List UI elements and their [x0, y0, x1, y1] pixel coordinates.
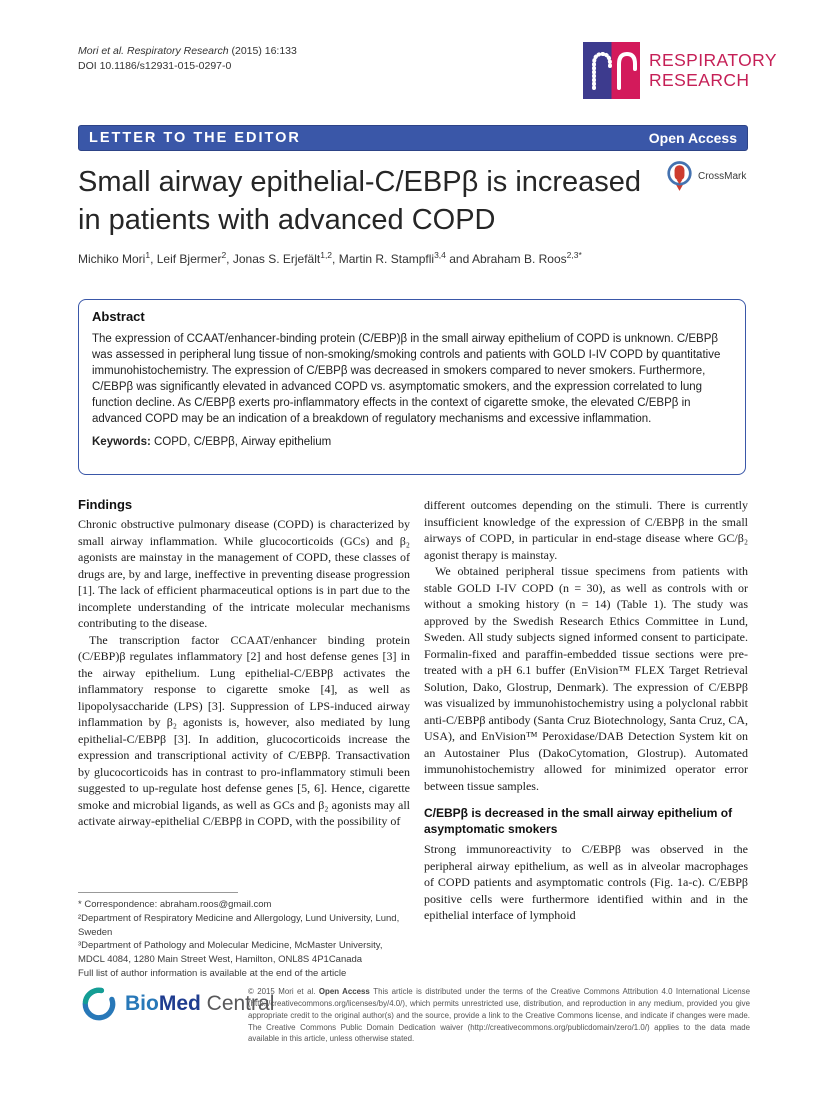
abstract-body: The expression of CCAAT/enhancer-binding protein (C/EBP)β in the small airway epithelium of COPD is unknown. C/EBPβ was assessed in peripheral lung tissue of non-smoking/smoking controls and patients with GOLD I-IV COPD by quantitative immunohistochemistry. The expression of C/EBPβ was decreased in smokers compared to never smokers. Furthermore, C/EBPβ was significantly elevated in advanced COPD vs. asymptomatic smokers, and the expression correlated to lung function decline. As C/EBPβ exerts pro-inflammatory effects in the context of cigarette smoke, the elevated C/EBPβ in advanced COPD may be an indication of a breakdown of regulatory mechanisms and excessive inflammation.: [92, 333, 721, 425]
citation-journal: Mori et al. Respiratory Research: [78, 45, 229, 57]
findings-paragraph-1: Chronic obstructive pulmonary disease (COPD) is characterized by small airway inflammation. While glucocorticoids (GCs) and β₂ agonists are mainstay in the management of COPD, these classes of drugs are, by and large, ineffective in preventing disease progression [1]. The lack of efficient pharmaceutical options is in part due to the incomplete understanding of the intricate molecular mechanisms contributing to the disease.: [78, 517, 410, 631]
author-info-note: Full list of author information is available at the end of the article: [78, 967, 347, 979]
correspondence-note: * Correspondence: abraham.roos@gmail.com: [78, 899, 272, 910]
open-access-label: Open Access: [648, 130, 737, 146]
journal-name: [649, 51, 777, 90]
biomed-central-logo: [80, 985, 274, 1023]
findings-heading: Findings: [78, 497, 133, 512]
citation-volume: (2015) 16:133: [228, 45, 297, 57]
crossmark-badge[interactable]: [666, 160, 746, 192]
author: Abraham B. Roos: [471, 252, 567, 266]
author-separator: ,: [226, 252, 233, 266]
bmc-bio-text: Bio: [125, 992, 159, 1015]
bmc-central-text: Central: [200, 992, 275, 1015]
author-affiliation-sup: 1,2: [320, 250, 333, 260]
author-list: [78, 250, 738, 266]
bmc-med-text: Med: [158, 992, 201, 1015]
keywords-label: Keywords:: [92, 436, 151, 448]
footnote-divider: [78, 892, 238, 893]
author-separator: ,: [150, 252, 157, 266]
author-separator: and: [445, 252, 472, 266]
methods-paragraph: We obtained peripheral tissue specimens from patients with stable GOLD I-IV COPD (n = 30), as well as controls with or without a smoking history (n = 14) (Table 1). The study was approved by the Swedish Research Ethics Committee in Lund, Sweden. All study subjects signed informed consent to participate. Formalin-fixed and paraffin-embedded tissue sections were pre-treated with a pH 6.1 buffer (EnVision™ FLEX Target Retrieval Solution, Dako, Glostrup, Denmark). The expression of C/EBPβ was visualized by immunohistochemistry using a polyclonal rabbit anti-C/EBPβ antibody (Santa Cruz Biotechnology, Santa Cruz, CA, USA), and EnVision™ Peroxidase/DAB Detection System kit on an Autostainer Plus (DakoCytomation, Glostrup). Automated immunohistochemistry allowed for minimized operator error between tissue samples.: [424, 564, 748, 793]
title-line2: in patients with advanced COPD: [78, 204, 496, 237]
article-type-banner: [78, 125, 748, 151]
affiliation-3: ³Department of Pathology and Molecular Medicine, McMaster University, MDCL 4084, 1280 Main Street West, Hamilton, ONL8S 4P1Canada: [78, 940, 383, 966]
footnotes: [78, 886, 410, 981]
affiliation-2: ²Department of Respiratory Medicine and Allergology, Lund University, Lund, Sweden: [78, 912, 400, 938]
abstract-box: [78, 299, 746, 475]
author-affiliation-sup: 3,4: [434, 250, 446, 260]
body-paragraph-continued: different outcomes depending on the stimuli. There is currently insufficient knowledge of the expression of C/EBPβ in the small airways of COPD, in particular in end-stage disease where GC/β₂ agonist therapy is mainstay.: [424, 498, 748, 562]
header-citation: [78, 44, 297, 74]
journal-name-line2: RESEARCH: [649, 69, 750, 90]
article-type-label: LETTER TO THE EDITOR: [89, 130, 301, 146]
keywords-value: COPD, C/EBPβ, Airway epithelium: [150, 436, 332, 448]
respiratory-research-logo-icon: [583, 42, 640, 99]
doi-line: DOI 10.1186/s12931-015-0297-0: [78, 60, 232, 73]
author: Michiko Mori: [78, 252, 146, 266]
license-text: This article is distributed under the terms of the Creative Commons Attribution 4.0 International License (http://creativecommons.org/licenses/by/4.0/), which permits unrestricted use, distribution, and reproduction in any medium, provided you give appropriate credit to the original author(s) and the source, provide a link to the Creative Commons license, and indicate if changes were made. The Creative Commons Public Domain Dedication waiver (http://creativecommons.org/publicdomain/zero/1.0/) applies to the data made available in this article, unless otherwise stated.: [248, 987, 750, 1044]
citation-line: [78, 44, 297, 59]
crossmark-icon: [666, 160, 693, 192]
journal-logo: [583, 42, 777, 99]
results-paragraph: Strong immunoreactivity to C/EBPβ was observed in the peripheral airway epithelium, as well as in alveolar macrophages of COPD patients and asymptomatic controls (Fig. 1a-c). C/EBPβ positive cells were furthermore identified within and in the epithelial interface of lymphoid: [424, 842, 748, 923]
abstract-heading: Abstract: [92, 309, 145, 324]
left-column: [78, 497, 410, 885]
crossmark-label: CrossMark: [698, 170, 747, 182]
author: Leif Bjermer: [156, 252, 222, 266]
copyright-text: © 2015 Mori et al.: [248, 987, 319, 996]
article-title: [78, 163, 658, 240]
author-affiliation-sup: 1: [145, 250, 151, 260]
author-separator: ,: [332, 252, 339, 266]
findings-paragraph-2: The transcription factor CCAAT/enhancer binding protein (C/EBP)β regulates inflammatory [2] and host defense genes [3] in the airway epithelium. Lung epithelial-C/EBPβ activates the inflammatory response to cigarette smoke [4], as well as lipopolysaccharide (LPS) [3]. Suppression of LPS-induced airway inflammation by β₂ agonists is, however, also mediated by lung epithelial-C/EBPβ [3]. In addition, glucocorticoids increase the expression and transcriptional activity of C/EBPβ. Transactivation by glucocorticoids has in contrast to pro-inflammatory stimuli been suggested to up-regulate host defense genes [5, 6]. Hence, cigarette smoke and microbial ligands, as well as GCs and β₂ agonists may all activate airway-epithelial C/EBPβ in COPD, with the possibility of: [78, 632, 410, 829]
title-line1: Small airway epithelial-C/EBPβ is increased: [78, 166, 642, 198]
open-access-bold: Open Access: [318, 987, 374, 996]
author: Jonas S. Erjefält: [232, 252, 321, 266]
journal-name-line1: RESPIRATORY: [649, 49, 777, 70]
author-affiliation-sup: 2: [221, 250, 227, 260]
biomed-central-ring-icon: [80, 985, 118, 1023]
copyright-license: [248, 986, 750, 1045]
right-column: [424, 497, 748, 979]
section-subheading: C/EBPβ is decreased in the small airway epithelium of asymptomatic smokers: [424, 806, 733, 836]
author-affiliation-sup: 2,3*: [566, 250, 582, 260]
keywords-line: [92, 436, 732, 448]
author: Martin R. Stampfli: [338, 252, 435, 266]
